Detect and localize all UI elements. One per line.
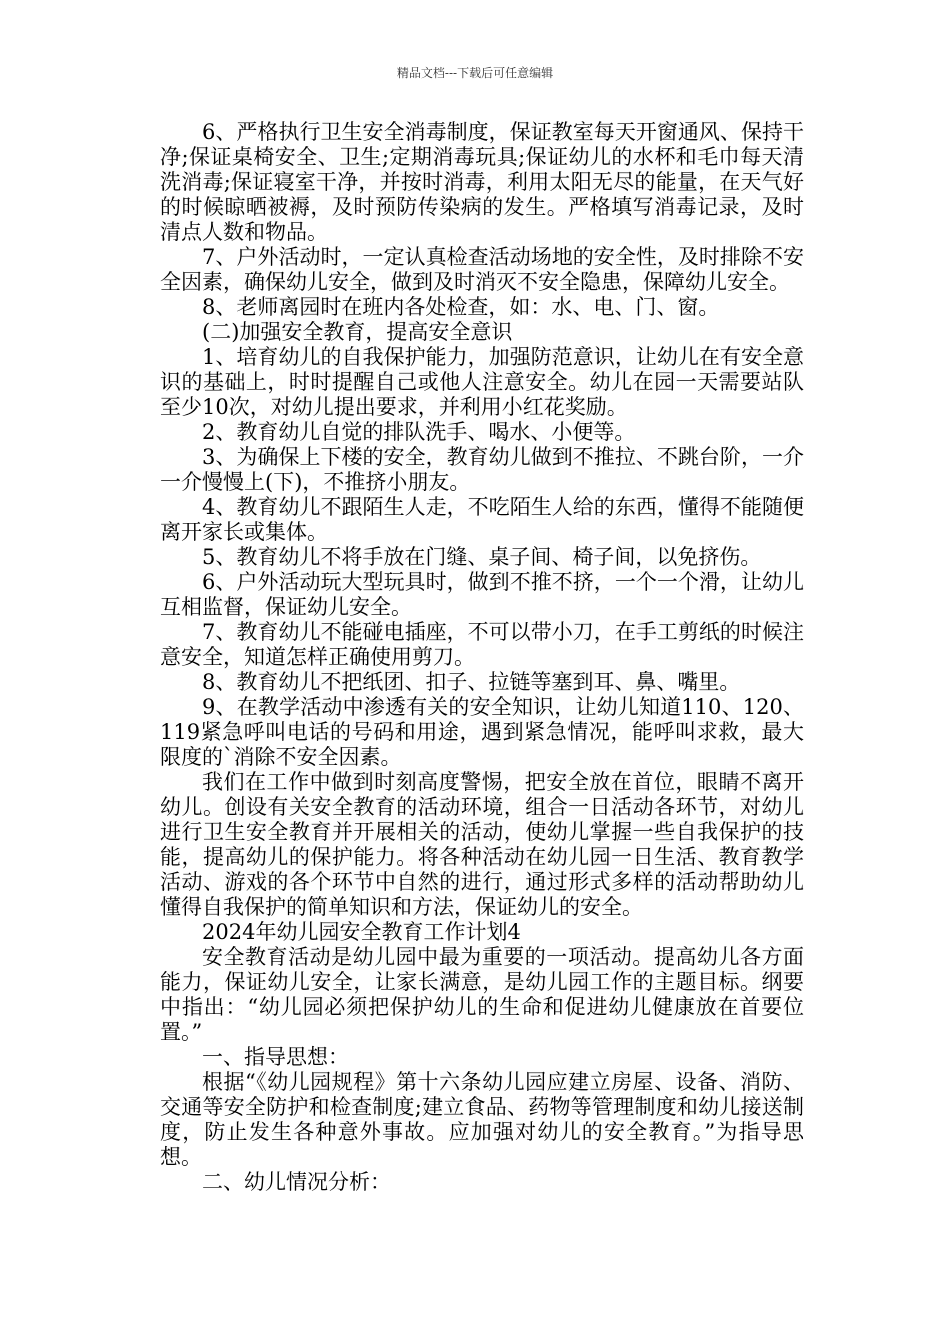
- section-heading-child-analysis: 二、幼儿情况分析：: [202, 1170, 391, 1194]
- paragraph-introduction: 安全教育活动是幼儿园中最为重要的一项活动。提高幼儿各方面能力，保证幼儿安全，让家长满意，是幼儿园工作的主题目标。纲要中指出：“幼儿园必须把保护幼儿的生命和促进幼儿健康放在首要位置。”: [160, 945, 804, 1044]
- paragraph-queueing: 2、教育幼儿自觉的排队洗手、喝水、小便等。: [202, 420, 636, 444]
- paragraph-strangers: 4、教育幼儿不跟陌生人走，不吃陌生人给的东西，懂得不能随便离开家长或集体。: [160, 495, 804, 544]
- paragraph-electric-socket: 7、教育幼儿不能碰电插座，不可以带小刀，在手工剪纸的时候注意安全，知道怎样正确使用剪刀。: [160, 620, 804, 669]
- paragraph-summary: 我们在工作中做到时刻高度警惕，把安全放在首位，眼睛不离开幼儿。创设有关安全教育的活动环境，组合一日活动各环节，对幼儿进行卫生安全教育并开展相关的活动，使幼儿掌握一些自我保护的技能，提高幼儿的保护能力。将各种活动在幼儿园一日生活、教育教学活动、游戏的各个环节中自然的进行，通过形式多样的活动帮助幼儿懂得自我保护的简单知识和方法，保证幼儿的安全。: [160, 770, 804, 919]
- paragraph-small-objects: 8、教育幼儿不把纸团、扣子、拉链等塞到耳、鼻、嘴里。: [202, 670, 741, 694]
- document-body: [160, 120, 804, 1195]
- paragraph-stairs-safety: 3、为确保上下楼的安全，教育幼儿做到不推拉、不跳台阶，一介一介慢慢上(下)，不推挤小朋友。: [160, 445, 804, 494]
- paragraph-leaving-check: 8、老师离园时在班内各处检查，如：水、电、门、窗。: [202, 295, 720, 319]
- paragraph-emergency-numbers: 9、在教学活动中渗透有关的安全知识，让幼儿知道110、120、119紧急呼叫电话的号码和用途，遇到紧急情况，能呼叫求救，最大限度的`消除不安全因素。: [160, 695, 804, 769]
- paragraph-pinch-injury: 5、教育幼儿不将手放在门缝、桌子间、椅子间，以免挤伤。: [202, 545, 762, 569]
- section-heading-safety-education: (二)加强安全教育，提高安全意识: [202, 320, 513, 344]
- paragraph-disinfection-rule: 6、严格执行卫生安全消毒制度，保证教室每天开窗通风、保持干净;保证桌椅安全、卫生;定期消毒玩具;保证幼儿的水杯和毛巾每天清洗消毒;保证寝室干净，并按时消毒，利用太阳无尽的能量，在天气好的时候晾晒被褥，及时预防传染病的发生。严格填写消毒记录，及时清点人数和物品。: [160, 120, 804, 244]
- paragraph-guiding-idea: 根据“《幼儿园规程》第十六条幼儿园应建立房屋、设备、消防、交通等安全防护和检查制度;建立食品、药物等管理制度和幼儿接送制度，防止发生各种意外事故。应加强对幼儿的安全教育。”为指导思想。: [160, 1070, 804, 1169]
- section-heading-guiding-idea: 一、指导思想：: [202, 1045, 349, 1069]
- page-header: 精品文档---下载后可任意编辑: [396, 66, 554, 80]
- plan-title-4: 2024年幼儿园安全教育工作计划4: [202, 920, 521, 944]
- paragraph-self-protection: 1、培育幼儿的自我保护能力，加强防范意识，让幼儿在有安全意识的基础上，时时提醒自己或他人注意安全。幼儿在园一天需要站队至少10次，对幼儿提出要求，并利用小红花奖励。: [160, 345, 804, 419]
- paragraph-playground-toys: 6、户外活动玩大型玩具时，做到不推不挤，一个一个滑，让幼儿互相监督，保证幼儿安全。: [160, 570, 804, 619]
- paragraph-outdoor-check: 7、户外活动时，一定认真检查活动场地的安全性，及时排除不安全因素，确保幼儿安全，做到及时消灭不安全隐患，保障幼儿安全。: [160, 245, 804, 294]
